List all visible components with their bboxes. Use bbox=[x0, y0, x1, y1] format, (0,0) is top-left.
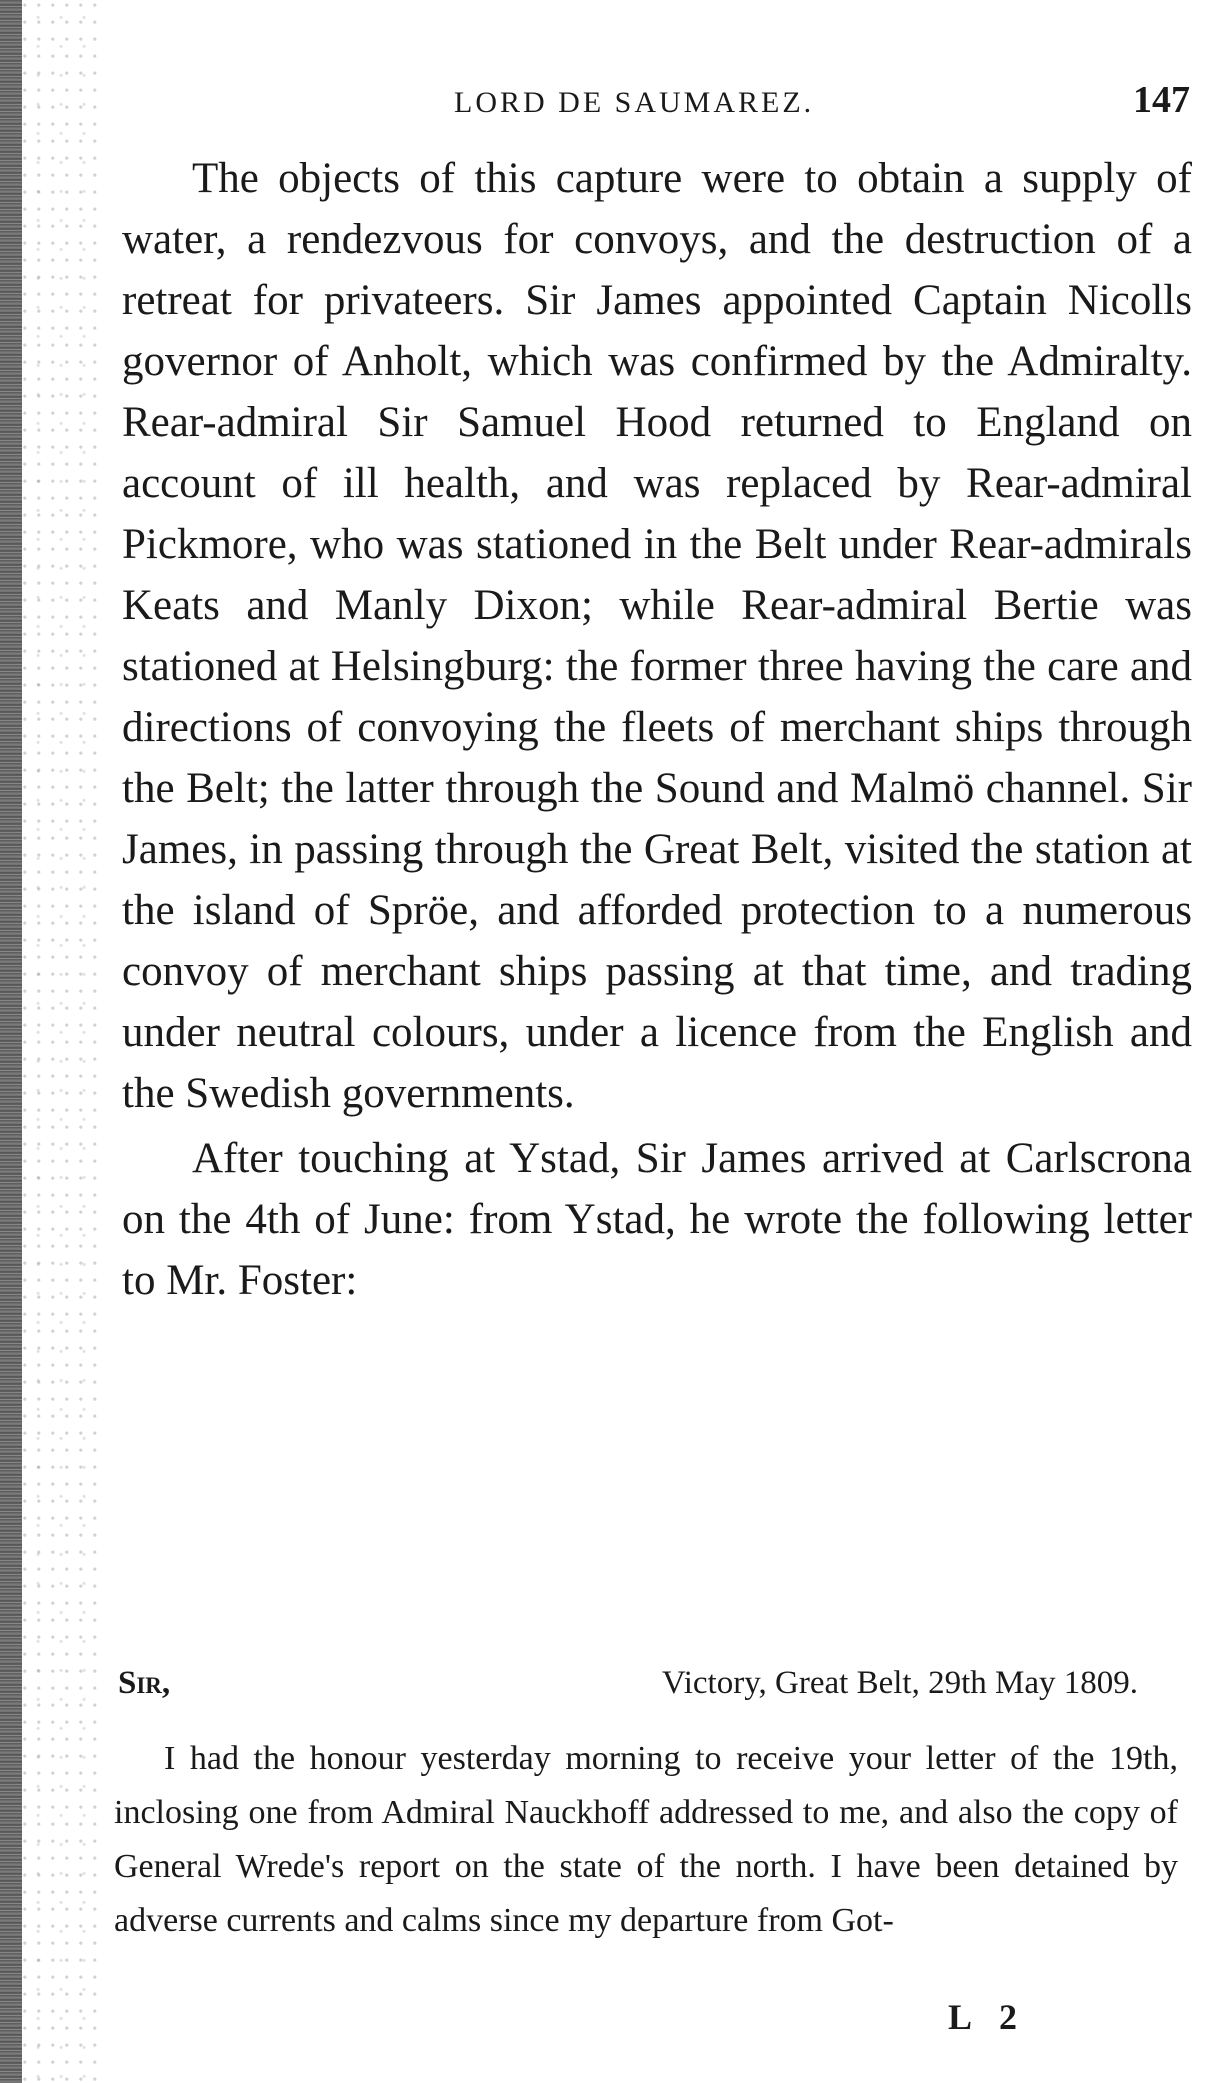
scan-noise-margin bbox=[22, 0, 102, 2083]
letter-dateline: Victory, Great Belt, 29th May 1809. bbox=[661, 1665, 1138, 1701]
signature-mark: L 2 bbox=[948, 1997, 1028, 2037]
letter-text: I had the honour yesterday morning to receive your letter of the 19th, inclosing one from Admiral Nauckhoff addressed to me, and also the copy of General Wrede's report on the state of the north. I have been detained by adverse currents and calms since my departure from Got- bbox=[114, 1740, 1178, 1939]
paragraph: The objects of this capture were to obtain a supply of water, a rendezvous for convoys, and the destruction of a retreat for privateers. Sir James appointed Captain Nicolls governor of Anholt, which was confirmed by the Admiralty. Rear-admiral Sir Samuel Hood returned to England on account of ill health, and was replaced by Rear-admiral Pickmore, who was stationed in the Belt under Rear-admirals Keats and Manly Dixon; while Rear-admiral Bertie was stationed at Helsingburg: the former three having the care and directions of convoying the fleets of merchant ships through the Belt; the latter through the Sound and Malmö channel. Sir James, in passing through the Great Belt, visited the station at the island of Spröe, and afforded protection to a numerous convoy of merchant ships passing at that time, and trading under neutral colours, under a licence from the English and the Swedish governments. bbox=[122, 155, 1192, 1117]
letter-heading bbox=[118, 1665, 1138, 1715]
page-number: 147 bbox=[1133, 79, 1190, 121]
running-title: LORD DE SAUMAREZ. bbox=[454, 86, 815, 119]
running-head bbox=[128, 78, 1198, 138]
body-text bbox=[122, 148, 1192, 1311]
letter-salutation: Sir, bbox=[118, 1665, 171, 1701]
paragraph: After touching at Ystad, Sir James arrived at Carlscrona on the 4th of June: from Ystad, he wrote the following letter to Mr. Foster: bbox=[122, 1135, 1192, 1304]
scanned-page-edge bbox=[0, 0, 22, 2083]
